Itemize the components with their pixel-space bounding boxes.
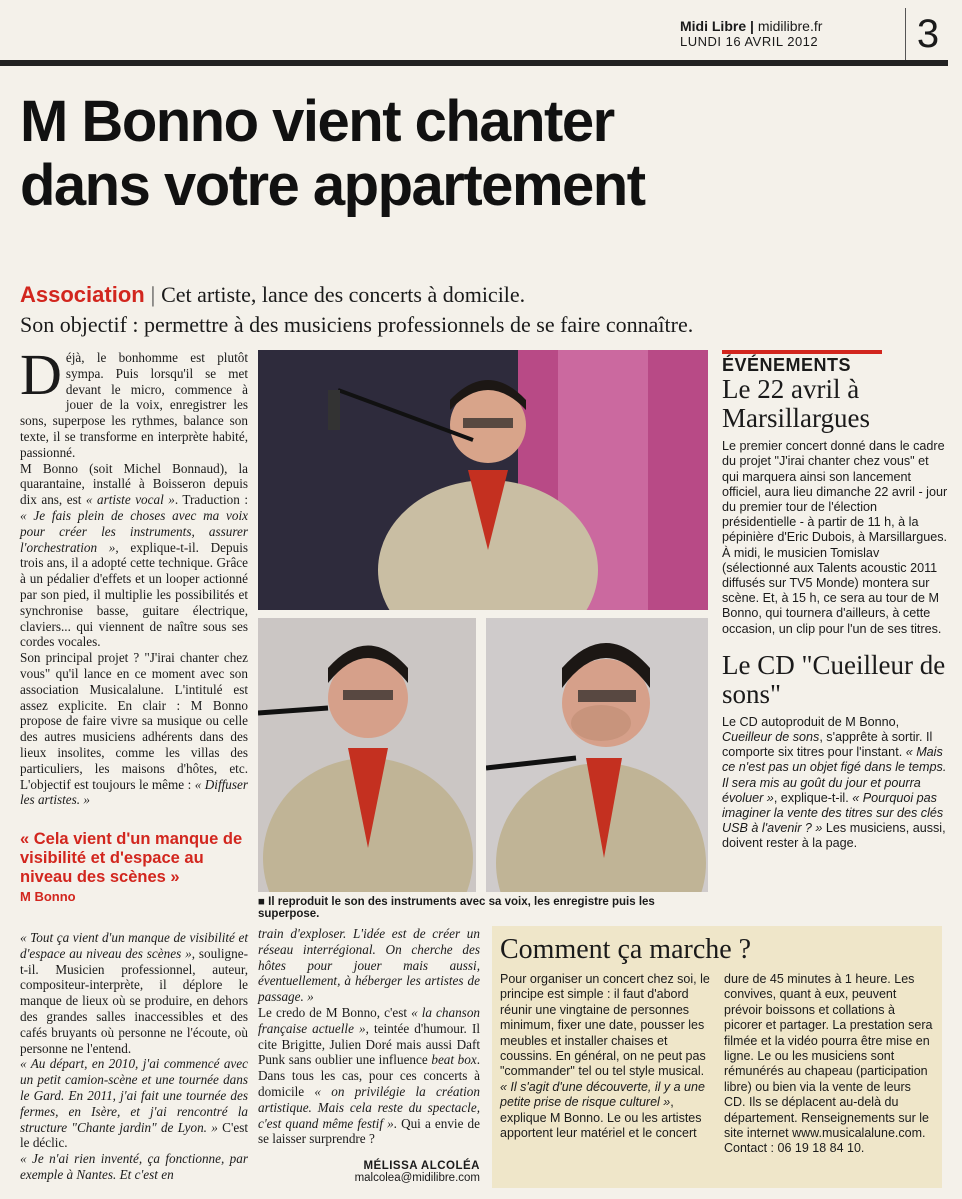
photo-main (258, 350, 708, 610)
byline: MÉLISSA ALCOLÉA malcolea@midilibre.com (258, 1160, 480, 1184)
article-column-2: train d'exploser. L'idée est de créer un réseau interrégional. On cherche des hôtes pour jouer mais aussi, éventuellement, à héberger les artistes de passage. » Le credo de M Bonno, c'est « la chanson française actuelle », teintée d'humour. Il cite Brigitte, Julien Doré mais aussi Daft Punk sans oublier une influence beat box. Dans tous les cas, pour ces concerts à domicile « on privilégie la création artistique. Mais cela reste du spectacle, c'est quand même festif ». Qui a envie de se laisser surprendre ? (258, 926, 481, 1147)
pullquote: « Cela vient d'un manque de visibilité et d'espace au niveau des scènes » M Bonno (20, 830, 248, 906)
singer-photo-left (258, 618, 476, 892)
dropcap: D (20, 342, 62, 407)
masthead (680, 18, 900, 49)
kicker: Association (20, 282, 145, 307)
singer-photo-main (258, 350, 708, 610)
pullquote-author: M Bonno (20, 889, 76, 904)
sidebar-events (722, 350, 948, 852)
sidebar-paragraph-1: Le premier concert donné dans le cadre du projet "J'irai chanter chez vous" et qui marquera ainsi son lancement officiel, aura lieu dimanche 22 avril - jour du premier tour de l'élection présidentielle - à partir de 11 h, à la pépinière d'Eric Dubois, à Marsillargues. À midi, le musicien Tomislav (sélectionné aux Talents acoustic 2011 diffusés sur TV5 Monde) montera sur scène. Et, à 15 h, ce sera au tour de M Bonno, qui tournera d'ailleurs, à cette occasion, un clip pour l'un de ses titres. (722, 439, 948, 636)
sidebar-heading-1: Le 22 avril à Marsillargues (722, 374, 870, 434)
article-column-1-cont: « Tout ça vient d'un manque de visibilité et d'espace au niveau des scènes », souligne-t-il. Musicien professionnel, auteur, compositeur-interprète, il déplore le manque de lieux où se produire, en dehors des grandes salles inaccessibles et des cafés bruyants où personne ne l'écoute, où personne ne l'entend. « Au départ, en 2010, j'ai commencé avec un petit camion-scène et une tournée dans le Gard. En 2011, j'ai fait une tournée des fermes, en Isère, et j'ai rencontré la structure "Chante jardin" de Lyon. » C'est le déclic. « Je n'ai rien inventé, ça fonctionne, par exemple à Nantes. Et c'est en (20, 930, 248, 1182)
photo-bottom-right (486, 618, 708, 892)
deck: Association | Cet artiste, lance des concerts à domicile. Son objectif : permettre à des musiciens professionnels de se faire connaître. (20, 282, 694, 337)
sidebar-rule (722, 350, 882, 354)
sidebar-paragraph-2: Le CD autoproduit de M Bonno, Cueilleur de sons, s'apprête à sortir. Il comporte six titres pour l'instant. « Mais ce n'est pas un objet figé dans le temps. Il sera mis au goût du jour et pourra évoluer », explique-t-il. « Pourquoi pas imaginer la vente des titres sur des clés USB à l'avenir ? » Les musiciens, aussi, doivent rester à la page. (722, 714, 947, 851)
info-box-title: Comment ça marche ? (500, 934, 752, 965)
brand: Midi Libre | midilibre.fr (680, 18, 823, 34)
photo-caption: ■ Il reproduit le son des instruments avec sa voix, les enregistre puis les superpose. (258, 896, 655, 920)
issue-date: LUNDI 16 AVRIL 2012 (680, 34, 819, 49)
info-box (492, 926, 942, 1188)
photo-bottom-left (258, 618, 476, 892)
singer-photo-right (486, 618, 708, 892)
sidebar-heading-2: Le CD "Cueilleur de sons" (722, 649, 946, 709)
article-column-1: Déjà, le bonhomme est plutôt sympa. Puis lorsqu'il se met devant le micro, commence à jouer de la voix, enregistrer les sons, superpose les rythmes, balance son texte, il se transforme en interprète habité, passionné. M Bonno (soit Michel Bonnaud), la quarantaine, installé à Boisseron depuis dix ans, est « artiste vocal ». Traduction : « Je fais plein de choses avec ma voix pour créer les instruments, assurer l'orchestration », explique-t-il. Depuis trois ans, il a adopté cette technique. Grâce à un pédalier d'effets et un looper actionné par son pied, il multiplie les possibilités et synchronise basse, guitare électrique, claviers... qui viennent de naître sous ses cordes vocales. Son principal projet ? "J'irai chanter chez vous" qu'il lance en ce moment avec son association Musicalalune. L'intitulé est assez explicite. En clair : M Bonno propose de faire vivre sa musique ou celle des autres musiciens adhérents dans des lieux insolites, comme les villas des particuliers, les maisons d'hôtes, etc. L'objectif est toujours le même : « Diffuser les artistes. » (20, 342, 248, 808)
page-number: 3 (905, 8, 950, 60)
sidebar-label: ÉVÉNEMENTS (722, 355, 852, 375)
headline: M Bonno vient chanter dans votre appartement (20, 89, 645, 218)
info-box-right: dure de 45 minutes à 1 heure. Les convives, quant à eux, peuvent prévoir boissons et collations à picorer et partager. La prestation sera filmée et la vidéo pourra être mise en ligne. Le ou les musiciens sont rémunérés au chapeau (participation libre) ou bien via la vente de leurs CD. Ils se déplacent au-delà du département. Renseignements sur le site internet www.musicalalune.com. Contact : 06 19 18 84 10. (724, 972, 933, 1156)
author-email: malcolea@midilibre.com (354, 1172, 480, 1184)
info-box-left: Pour organiser un concert chez soi, le principe est simple : il faut d'abord réunir une vingtaine de personnes minimum, fixer une date, pousser les meubles et installer chaises et coussins. En général, on ne peut pas "commander" tel ou tel style musical. « Il s'agit d'une découverte, il y a une petite prise de risque culturel », explique M Bonno. Le ou les artistes apportent leur matériel et le concert (500, 972, 710, 1141)
header-rule (0, 60, 948, 66)
